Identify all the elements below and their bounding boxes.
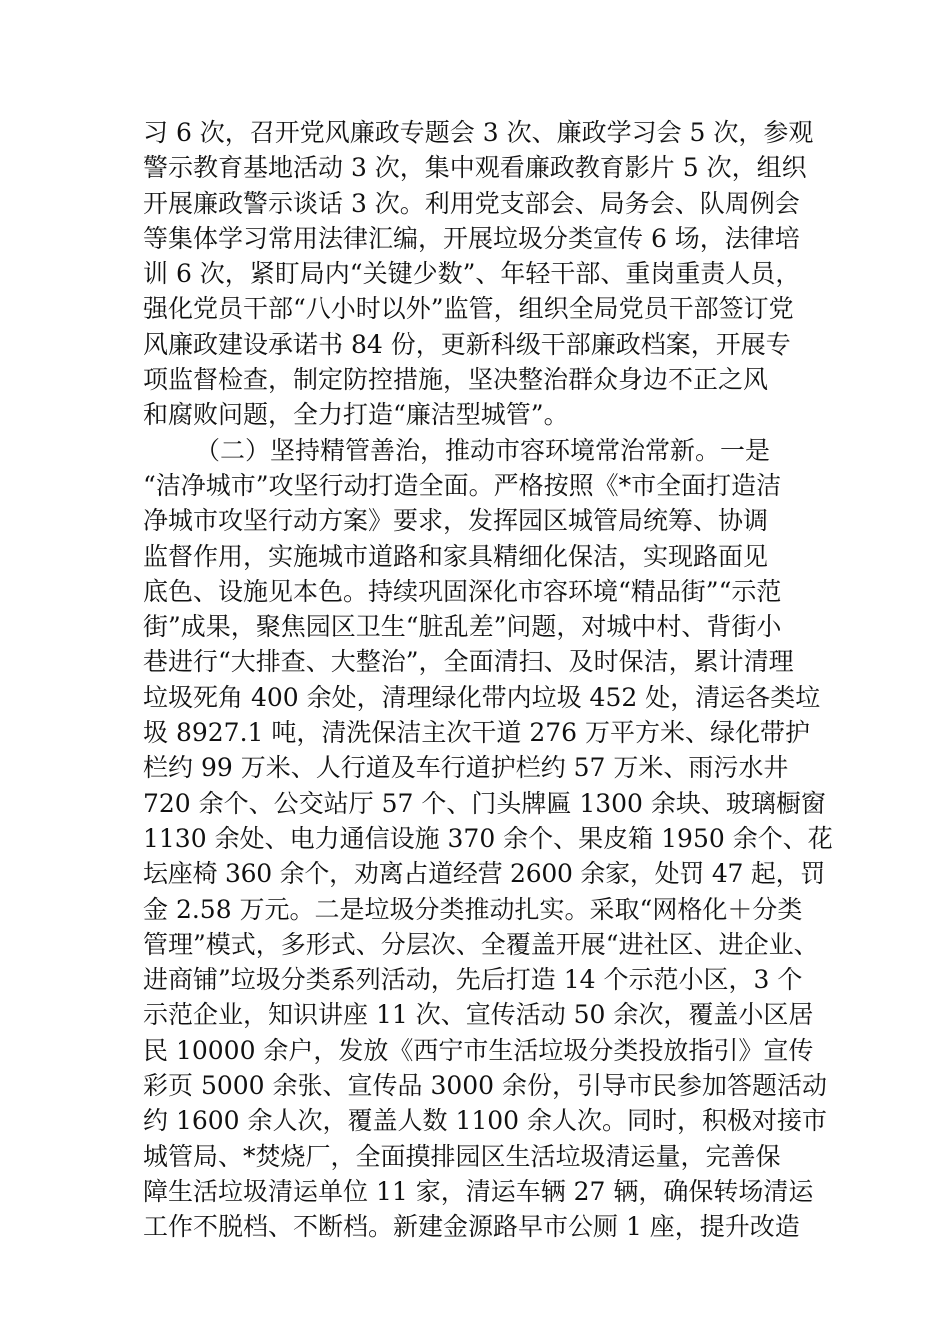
text-line: “洁净城市”攻坚行动打造全面。严格按照《*市全面打造洁 (143, 470, 782, 500)
text-line: 训 6 次，紧盯局内“关键少数”、年轻干部、重岗重责人员， (143, 259, 801, 289)
text-line: 1130 余处、电力通信设施 370 余个、果皮箱 1950 余个、花 (143, 823, 833, 853)
text-line: 和腐败问题，全力打造“廉洁型城管”。 (143, 400, 569, 430)
text-line: 民 10000 余户，发放《西宁市生活垃圾分类投放指引》宣传 (143, 1035, 814, 1065)
text-line: 工作不脱档、不断档。新建金源路早市公厕 1 座，提升改造 (143, 1212, 800, 1242)
text-line: 开展廉政警示谈话 3 次。利用党支部会、局务会、队周例会 (143, 188, 800, 218)
text-line: 等集体学习常用法律汇编，开展垃圾分类宣传 6 场，法律培 (143, 223, 800, 253)
text-line: 彩页 5000 余张、宣传品 3000 余份，引导市民参加答题活动 (143, 1071, 828, 1101)
text-line: 底色、设施见本色。持续巩固深化市容环境“精品街”“示范 (143, 576, 782, 606)
text-line: 720 余个、公交站厅 57 个、门头牌匾 1300 余块、玻璃橱窗 (143, 788, 826, 818)
text-line: 进商铺”垃圾分类系列活动，先后打造 14 个示范小区，3 个 (143, 965, 803, 995)
section-heading-line: （二）坚持精管善治，推动市容环境常治常新。一是 (195, 435, 771, 465)
text-line: 管理”模式，多形式、分层次、全覆盖开展“进社区、进企业、 (143, 929, 819, 959)
text-line: 净城市攻坚行动方案》要求，发挥园区城管局统筹、协调 (143, 506, 769, 536)
text-line: 监督作用，实施城市道路和家具精细化保洁，实现路面见 (143, 541, 769, 571)
text-line: 项监督检查，制定防控措施，坚决整治群众身边不正之风 (143, 365, 769, 395)
text-line: 约 1600 余人次，覆盖人数 1100 余人次。同时，积极对接市 (143, 1106, 828, 1136)
body-text (143, 115, 833, 1245)
text-line: 巷进行“大排查、大整治”，全面清扫、及时保洁，累计清理 (143, 647, 794, 677)
text-line: 垃圾死角 400 余处，清理绿化带内垃圾 452 处，清运各类垃 (143, 682, 821, 712)
text-line: 习 6 次，召开党风廉政专题会 3 次、廉政学习会 5 次，参观 (143, 118, 814, 147)
text-line: 城管局、*焚烧厂，全面摸排园区生活垃圾清运量，完善保 (143, 1141, 781, 1171)
text-line: 强化党员干部“八小时以外”监管，组织全局党员干部签订党 (143, 294, 794, 324)
text-line: 障生活垃圾清运单位 11 家，清运车辆 27 辆，确保转场清运 (143, 1176, 814, 1206)
text-line: 警示教育基地活动 3 次，集中观看廉政教育影片 5 次，组织 (143, 153, 807, 183)
text-line: 圾 8927.1 吨，清洗保洁主次干道 276 万平方米、绿化带护 (143, 718, 810, 748)
text-line: 风廉政建设承诺书 84 份，更新科级干部廉政档案，开展专 (143, 329, 791, 359)
text-line: 金 2.58 万元。二是垃圾分类推动扎实。采取“网格化＋分类 (143, 894, 803, 924)
text-line: 街”成果，聚焦园区卫生“脏乱差”问题，对城中村、背街小 (143, 612, 782, 642)
text-line: 坛座椅 360 余个，劝离占道经营 2600 余家，处罚 47 起，罚 (143, 859, 826, 889)
text-line: 示范企业，知识讲座 11 次、宣传活动 50 余次，覆盖小区居 (143, 1000, 814, 1030)
text-line: 栏约 99 万米、人行道及车行道护栏约 57 万米、雨污水井 (143, 753, 789, 783)
